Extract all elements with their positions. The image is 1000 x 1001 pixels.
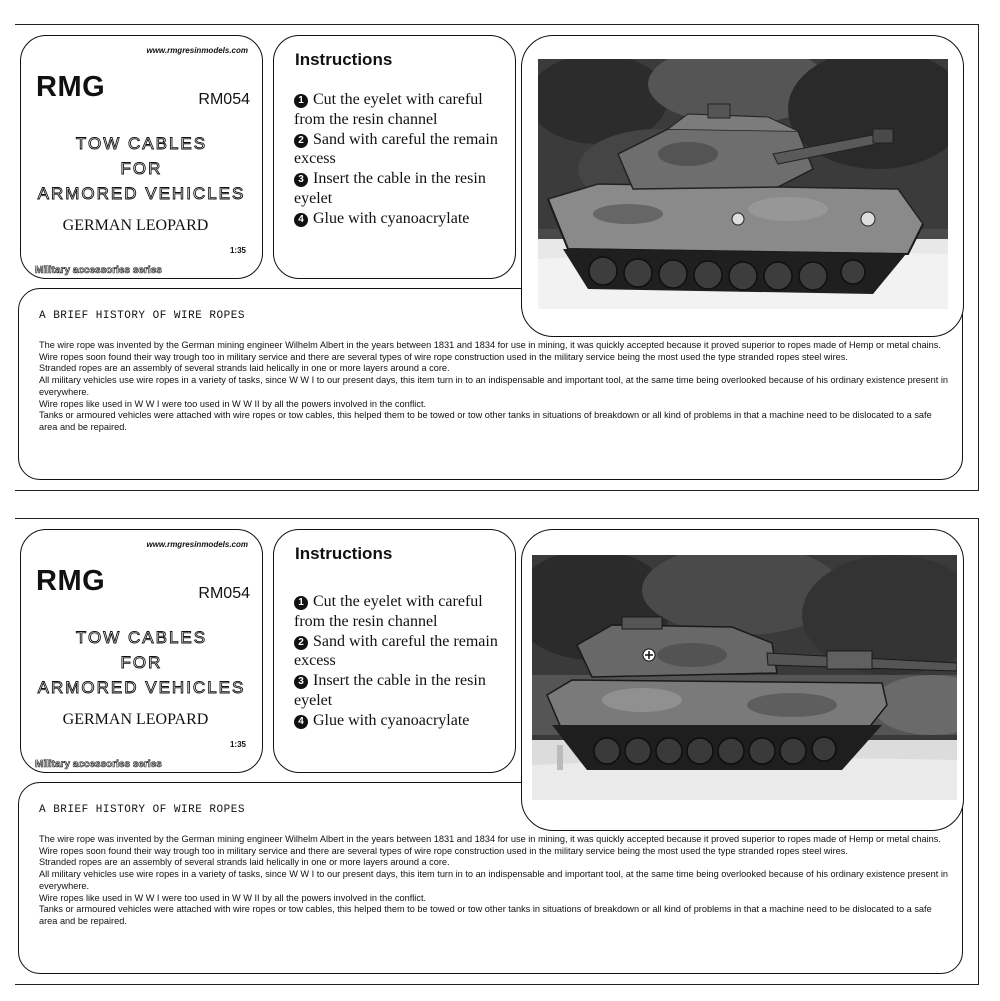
scale-label: 1:35	[229, 246, 246, 255]
leopard-1-tank-image	[538, 59, 948, 309]
step-number-icon: 2	[294, 636, 308, 650]
history-paragraph: Stranded ropes are an assembly of several strands laid helically in one or more layers around a core.	[39, 363, 450, 374]
history-paragraph: The wire rope was invented by the German mining engineer Wilhelm Albert in the years between 1831 and 1834 for use in mining, it was quickly accepted because it proved superior to ropes made of Hemp or metal chains.	[39, 340, 941, 350]
website-url: www.rmgresinmodels.com	[146, 540, 248, 549]
product-code: RM054	[198, 585, 250, 602]
step-text: Glue with cyanoacrylate	[313, 711, 470, 729]
series-label: Military accessories series	[35, 759, 162, 770]
history-body	[39, 340, 949, 434]
step-text: Sand with careful the remain excess	[294, 632, 498, 670]
history-paragraph: The wire rope was invented by the German mining engineer Wilhelm Albert in the years between 1831 and 1834 for use in mining, it was quickly accepted because it proved superior to ropes made of Hemp or metal chains.	[39, 834, 941, 844]
history-paragraph: Wire ropes soon found their way trough too in military service and there are several types of wire rope construction used in the military service being the most used the type stranded ropes steel wires.	[39, 351, 848, 362]
step-number-icon: 1	[294, 94, 308, 108]
tank-photo	[538, 59, 948, 309]
product-title-line: FOR	[120, 159, 163, 178]
history-title: A BRIEF HISTORY OF WIRE ROPES	[39, 804, 245, 816]
tank-photo	[532, 555, 957, 800]
leopard-2-tank-image	[532, 555, 957, 800]
history-paragraph: Stranded ropes are an assembly of several strands laid helically in one or more layers around a core.	[39, 857, 450, 868]
instruction-steps	[294, 90, 509, 229]
product-code: RM054	[198, 91, 250, 108]
instruction-steps	[294, 592, 509, 731]
step-number-icon: 4	[294, 715, 308, 729]
product-variant: GERMAN LEOPARD	[62, 711, 209, 728]
brand-card	[20, 35, 263, 279]
product-title-line: FOR	[120, 653, 163, 672]
step-number-icon: 2	[294, 134, 308, 148]
brand-logo: RMG	[36, 565, 106, 597]
product-variant: GERMAN LEOPARD	[62, 217, 209, 234]
history-body	[39, 834, 949, 928]
history-paragraph: Wire ropes soon found their way trough too in military service and there are several types of wire rope construction used in the military service being the most used the type stranded ropes steel wires.	[39, 845, 848, 856]
product-title	[21, 131, 262, 206]
history-paragraph: Wire ropes like used in W W I were too used in W W II by all the powers involved in the conflict.	[39, 398, 427, 409]
product-title-line: TOW CABLES	[75, 628, 208, 647]
instructions-title: Instructions	[295, 544, 393, 563]
brand-logo: RMG	[36, 71, 106, 103]
step-text: Glue with cyanoacrylate	[313, 209, 470, 227]
history-paragraph: All military vehicles use wire ropes in a variety of tasks, since W W I to our present days, this item turn in to an indispensable and important tool, at the same time being overlooked because of his ordinary existence present in everywhere.	[39, 375, 948, 397]
website-url: www.rmgresinmodels.com	[146, 46, 248, 55]
instructions-card	[273, 35, 516, 279]
step-text: Insert the cable in the resin eyelet	[294, 170, 486, 207]
photo-card	[521, 35, 964, 337]
history-paragraph: Tanks or armoured vehicles were attached with wire ropes or tow cables, this helped them to be towed or tow other tanks in situations of breakdown or all kind of problems in that a machine need to be dislocated to a safe area and be repaired.	[39, 904, 932, 926]
step-number-icon: 1	[294, 596, 308, 610]
instruction-sheet-2	[15, 518, 979, 985]
step-text: Sand with careful the remain excess	[294, 130, 498, 168]
brand-card	[20, 529, 263, 773]
history-paragraph: All military vehicles use wire ropes in a variety of tasks, since W W I to our present days, this item turn in to an indispensable and important tool, at the same time being overlooked because of his ordinary existence present in everywhere.	[39, 869, 948, 891]
instructions-card	[273, 529, 516, 773]
history-paragraph: Wire ropes like used in W W I were too used in W W II by all the powers involved in the conflict.	[39, 892, 427, 903]
scale-label: 1:35	[229, 740, 246, 749]
photo-card	[521, 529, 964, 831]
instructions-title: Instructions	[295, 50, 393, 69]
product-title-line: ARMORED VEHICLES	[37, 184, 246, 203]
history-title: A BRIEF HISTORY OF WIRE ROPES	[39, 310, 245, 322]
step-text: Insert the cable in the resin eyelet	[294, 672, 486, 709]
product-title	[21, 625, 262, 700]
step-number-icon: 3	[294, 173, 308, 187]
step-number-icon: 3	[294, 675, 308, 689]
history-paragraph: Tanks or armoured vehicles were attached with wire ropes or tow cables, this helped them to be towed or tow other tanks in situations of breakdown or all kind of problems in that a machine need to be dislocated to a safe area and be repaired.	[39, 410, 932, 432]
step-number-icon: 4	[294, 213, 308, 227]
series-label: Military accessories series	[35, 265, 162, 276]
product-title-line: TOW CABLES	[75, 134, 208, 153]
product-title-line: ARMORED VEHICLES	[37, 678, 246, 697]
instruction-sheet-1	[15, 24, 979, 491]
step-text: Cut the eyelet with careful from the resin channel	[294, 593, 483, 630]
step-text: Cut the eyelet with careful from the resin channel	[294, 91, 483, 128]
